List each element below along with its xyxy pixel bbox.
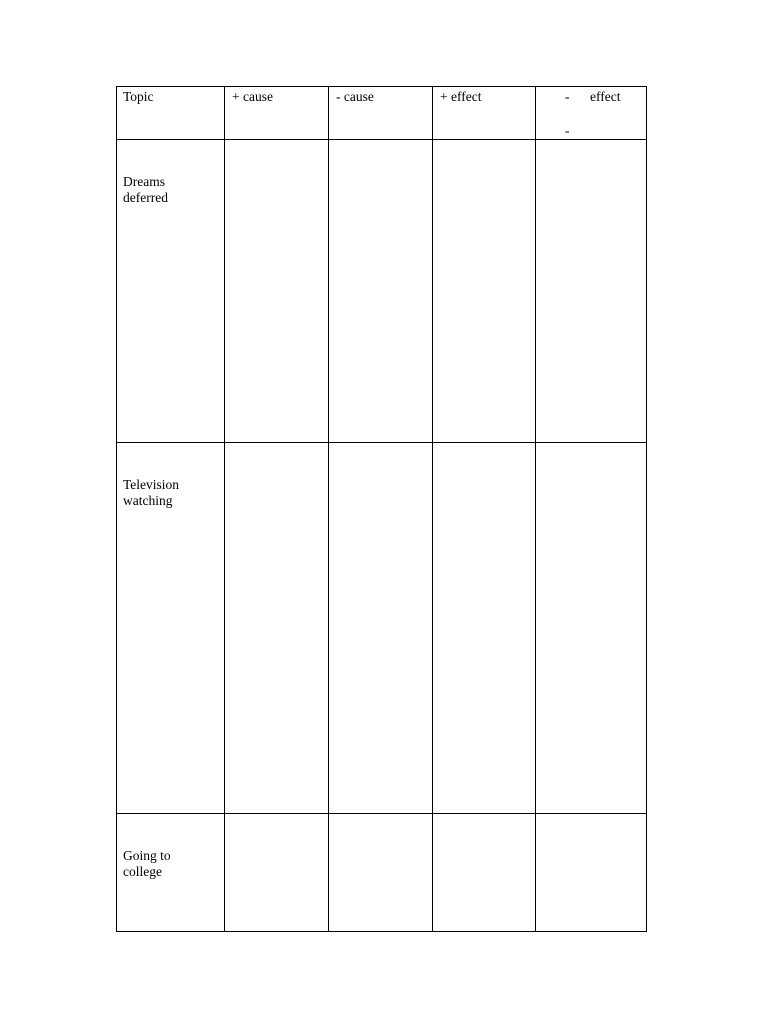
pos-cause-cell xyxy=(225,140,329,443)
header-neg-effect-cell xyxy=(536,87,647,140)
topic-dreams-deferred: Dreams deferred xyxy=(123,174,168,205)
neg-effect-cell xyxy=(536,814,647,932)
table-row xyxy=(117,443,647,814)
header-pos-cause-cell xyxy=(225,87,329,140)
neg-effect-cell xyxy=(536,443,647,814)
pos-cause-cell xyxy=(225,814,329,932)
header-pos-cause: + cause xyxy=(232,89,273,104)
neg-effect-cell xyxy=(536,140,647,443)
header-neg-effect-label: effect xyxy=(590,89,621,104)
header-neg-effect-line xyxy=(536,87,646,105)
header-topic: Topic xyxy=(123,89,154,104)
neg-cause-cell xyxy=(329,443,433,814)
table-row xyxy=(117,140,647,443)
neg-cause-cell xyxy=(329,814,433,932)
table-row xyxy=(117,814,647,932)
header-neg-cause-cell xyxy=(329,87,433,140)
header-neg-cause: - cause xyxy=(336,89,374,104)
header-neg-effect-second-dash: - xyxy=(565,123,570,138)
header-pos-effect-cell xyxy=(433,87,536,140)
pos-effect-cell xyxy=(433,140,536,443)
neg-cause-cell xyxy=(329,140,433,443)
table-header-row xyxy=(117,87,647,140)
topic-cell xyxy=(117,814,225,932)
topic-cell xyxy=(117,443,225,814)
pos-effect-cell xyxy=(433,443,536,814)
header-neg-effect-dash: - xyxy=(565,89,570,104)
topic-cell xyxy=(117,140,225,443)
cause-effect-table xyxy=(116,86,647,932)
pos-cause-cell xyxy=(225,443,329,814)
header-pos-effect: + effect xyxy=(440,89,482,104)
header-topic-cell xyxy=(117,87,225,140)
topic-going-to-college: Going to college xyxy=(123,848,171,879)
pos-effect-cell xyxy=(433,814,536,932)
topic-television-watching: Television watching xyxy=(123,477,180,508)
